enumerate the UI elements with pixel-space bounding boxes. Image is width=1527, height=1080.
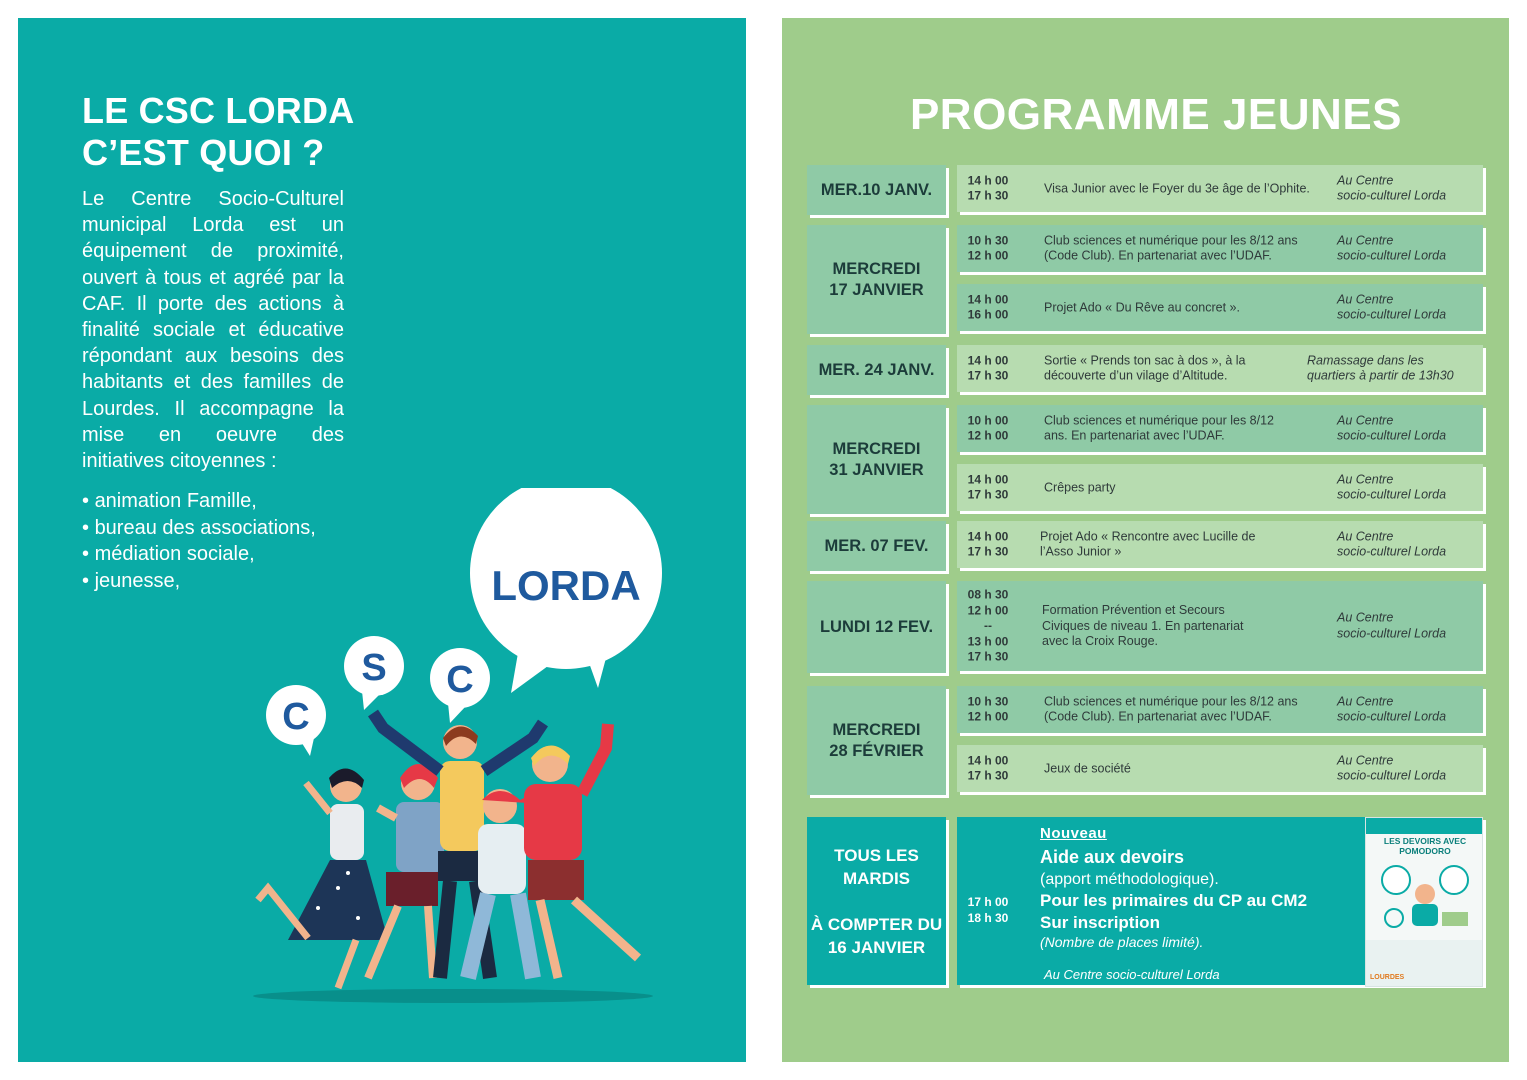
event-description: Sortie « Prends ton sac à dos », à la découverte d’un vilage d’Altitude.: [1044, 353, 1246, 383]
event-time: 14 h 00 17 h 30: [967, 529, 1009, 559]
list-item: • bureau des associations,: [82, 515, 316, 542]
event-time: 14 h 00 17 h 30: [967, 472, 1009, 502]
bubble-s: [344, 636, 404, 710]
event-description: Club sciences et numérique pour les 8/12 ans (Code Club). En partenariat avec l’UDAF.: [1044, 233, 1298, 263]
event-place: Au Centre socio-culturel Lorda: [1337, 694, 1447, 724]
person-man-right: [524, 724, 638, 978]
list-item: • jeunesse,: [82, 568, 316, 595]
event-time: 10 h 30 12 h 00: [967, 233, 1009, 263]
left-title-line2: C’EST QUOI ?: [82, 132, 325, 173]
event-place: Au Centre socio-culturel Lorda: [1337, 472, 1447, 502]
event-time: 14 h 00 17 h 30: [967, 173, 1009, 203]
event-place: Au Centre socio-culturel Lorda: [1044, 967, 1220, 982]
event-jeux-de-societe: [957, 745, 1483, 792]
left-title: [82, 90, 354, 174]
event-description: Visa Junior avec le Foyer du 3e âge de l’Ophite.: [1044, 180, 1310, 195]
event-projet-ado-lucille: [957, 521, 1483, 568]
youth-group-illustration: [228, 488, 698, 1008]
bubble-c-right-letter: C: [446, 659, 474, 701]
event-place: Au Centre socio-culturel Lorda: [1337, 292, 1447, 322]
person-girl-left: [258, 768, 388, 988]
bubble-c-left-letter: C: [282, 696, 310, 738]
programme-title: PROGRAMME JEUNES: [909, 90, 1403, 139]
aide-devoirs-subtitle: (apport méthodologique).: [1040, 871, 1219, 888]
date-mercredi-31-janvier: MERCREDI 31 JANVIER: [807, 405, 946, 514]
event-description: Projet Ado « Du Rêve au concret ».: [1044, 299, 1240, 314]
poster-title: LES DEVOIRS AVEC POMODORO: [1383, 836, 1467, 856]
event-place: Au Centre socio-culturel Lorda: [1337, 413, 1447, 443]
event-crepes-party: [957, 464, 1483, 511]
nouveau-label: Nouveau: [1040, 825, 1107, 842]
event-projet-ado-reve: [957, 284, 1483, 331]
poster-illustration: [1376, 860, 1474, 932]
bubble-c-left: [266, 685, 326, 756]
date-mer-07-fev: MER. 07 FEV.: [807, 521, 946, 571]
intro-paragraph: Le Centre Socio-Culturel municipal Lorda est un équipement de proximité, ouvert à tous et agréé par la CAF. Il porte des actions à finalité sociale et éducative répondant aux besoins des habitants et des familles de Lourdes. Il accompagne la mise en oeuvre des initiatives citoyennes :: [82, 188, 344, 473]
event-description: Club sciences et numérique pour les 8/12 ans (Code Club). En partenariat avec l’UDAF.: [1044, 694, 1298, 724]
date-lundi-12-fev: LUNDI 12 FEV.: [807, 581, 946, 673]
event-club-sciences-1: [957, 225, 1483, 272]
event-time: 14 h 00 17 h 30: [967, 753, 1009, 783]
event-description: Crêpes party: [1044, 479, 1116, 494]
aide-devoirs-inscription: Sur inscription: [1040, 913, 1160, 932]
left-title-line1: LE CSC LORDA: [82, 90, 355, 131]
poster-lourdes-logo: LOURDES: [1370, 974, 1405, 981]
event-place: Ramassage dans les quartiers à partir de 13h30: [1307, 353, 1454, 383]
aide-devoirs-limit: (Nombre de places limité).: [1040, 934, 1204, 950]
date-mer-24-janv: MER. 24 JANV.: [807, 345, 946, 395]
event-place: Au Centre socio-culturel Lorda: [1337, 753, 1447, 783]
date-mer-10-janv: MER.10 JANV.: [807, 165, 946, 215]
person-girl-middle: [368, 764, 444, 978]
date-tous-les-mardis: TOUS LES MARDIS À COMPTER DU 16 JANVIER: [807, 817, 946, 985]
event-description: Jeux de société: [1044, 760, 1131, 775]
date-mercredi-17-janvier: MERCREDI 17 JANVIER: [807, 225, 946, 334]
event-description: Formation Prévention et Secours Civiques de niveau 1. En partenariat avec la Croix Rouge.: [1042, 602, 1244, 648]
event-club-sciences-2: [957, 405, 1483, 452]
bubble-lorda: [470, 488, 662, 693]
event-club-sciences-3: [957, 686, 1483, 733]
event-place: Au Centre socio-culturel Lorda: [1337, 529, 1447, 559]
list-item: • animation Famille,: [82, 488, 316, 515]
event-place: Au Centre socio-culturel Lorda: [1337, 610, 1447, 640]
poster-header-bar: [1366, 818, 1483, 834]
event-place: Au Centre socio-culturel Lorda: [1337, 173, 1447, 203]
event-time: 14 h 00 16 h 00: [967, 292, 1009, 322]
event-time: 17 h 00 18 h 30: [967, 895, 1009, 925]
event-time: 10 h 30 12 h 00: [967, 694, 1009, 724]
event-time: 14 h 00 17 h 30: [967, 353, 1009, 383]
right-panel: [782, 18, 1509, 1062]
event-description: Projet Ado « Rencontre avec Lucille de l’Asso Junior »: [1040, 529, 1256, 559]
event-description: Club sciences et numérique pour les 8/12 ans. En partenariat avec l’UDAF.: [1044, 413, 1274, 443]
date-mercredi-28-fevrier: MERCREDI 28 FÉVRIER: [807, 686, 946, 795]
aide-devoirs-heading: Aide aux devoirs: [1040, 847, 1185, 867]
event-aide-aux-devoirs: [957, 817, 1483, 985]
event-formation-psc1: [957, 581, 1483, 671]
list-item: • médiation sociale,: [82, 541, 316, 568]
event-sortie-sac-a-dos: [957, 345, 1483, 392]
event-time: 10 h 00 12 h 00: [967, 413, 1009, 443]
bubble-s-letter: S: [361, 647, 387, 689]
event-place: Au Centre socio-culturel Lorda: [1337, 233, 1447, 263]
lorda-logo-text: LORDA: [491, 562, 641, 609]
left-panel: [18, 18, 746, 1062]
event-visa-junior: [957, 165, 1483, 212]
bubble-c-right: [430, 648, 490, 723]
aide-devoirs-audience: Pour les primaires du CP au CM2: [1040, 891, 1308, 910]
pomodoro-poster-thumbnail: [1365, 817, 1483, 987]
event-time: 08 h 30 12 h 00 -- 13 h 00 17 h 30: [967, 587, 1009, 664]
